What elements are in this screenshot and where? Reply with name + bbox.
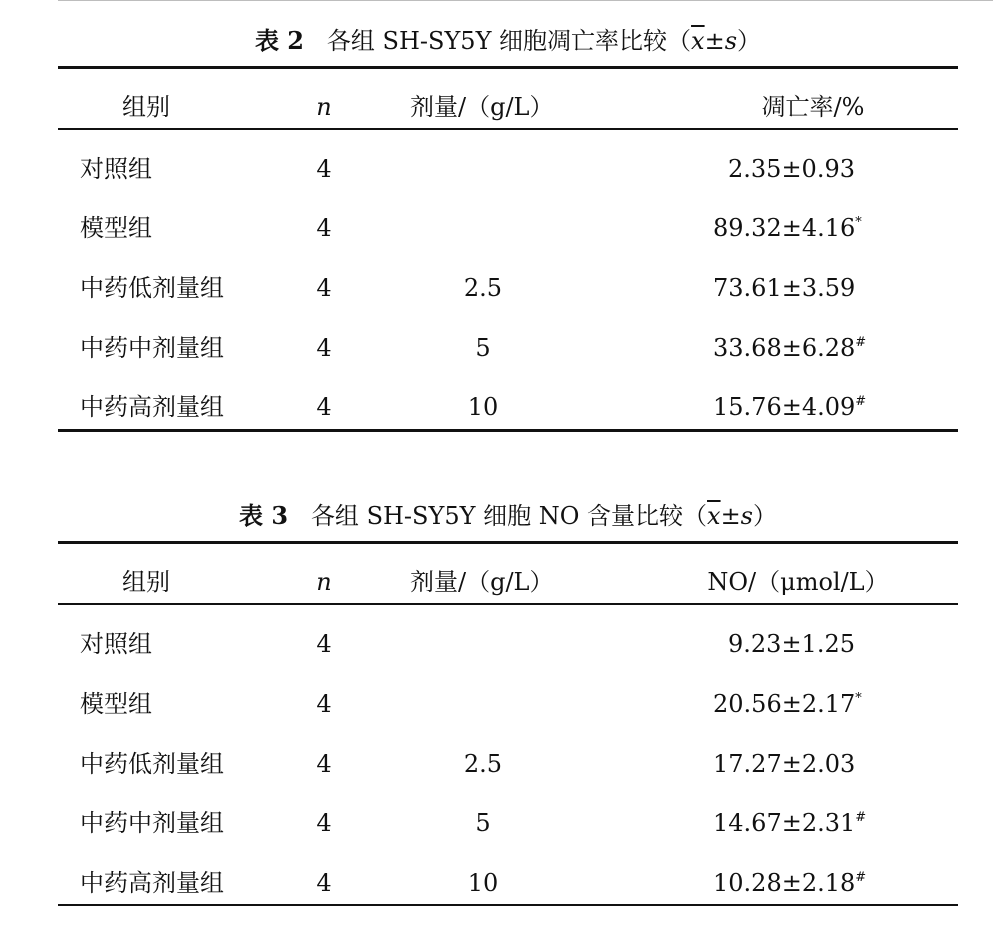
row-value <box>728 149 855 189</box>
caption-mean-symbol: $\overline{x}$ <box>707 502 721 530</box>
row-group: 中药中剂量组 <box>80 809 224 837</box>
value-text: 17.27±2.03 <box>713 750 856 778</box>
value-text: 10.28±2.18 <box>713 869 856 897</box>
header-n: n <box>316 93 332 121</box>
table-row <box>58 268 958 308</box>
significance-mark: # <box>855 810 867 825</box>
row-dose: 2.5 <box>463 274 503 302</box>
row-group: 中药低剂量组 <box>80 750 224 778</box>
value-text: 15.76±4.09 <box>713 393 856 421</box>
bottom-rule <box>58 429 958 432</box>
row-value <box>713 684 862 724</box>
caption-number: 表 3 <box>238 501 289 530</box>
caption-mean-symbol: $\overline{x}$ <box>691 27 705 55</box>
caption-close: ） <box>737 27 762 55</box>
row-n: 4 <box>316 630 332 658</box>
table-row <box>58 328 958 368</box>
row-n: 4 <box>316 750 332 778</box>
table-row <box>58 149 958 189</box>
caption-close: ） <box>753 502 777 530</box>
row-group: 对照组 <box>80 155 152 183</box>
row-n: 4 <box>316 690 332 718</box>
top-rule <box>58 541 958 544</box>
caption-sd-symbol: s <box>724 27 738 55</box>
caption-sd-symbol: s <box>740 502 753 530</box>
caption-pm-symbol: ± <box>720 502 741 530</box>
row-n: 4 <box>316 274 332 302</box>
value-text: 9.23±1.25 <box>728 630 855 658</box>
header-value: NO/（μmol/L） <box>707 568 889 596</box>
top-rule <box>58 66 958 69</box>
table-row <box>58 208 958 248</box>
value-text: 73.61±3.59 <box>713 274 856 302</box>
value-text: 89.32±4.16 <box>713 214 856 242</box>
row-group: 中药高剂量组 <box>80 869 224 897</box>
row-dose: 10 <box>467 869 499 897</box>
table-caption <box>58 26 958 56</box>
header-row <box>58 562 958 602</box>
header-group: 组别 <box>122 568 170 596</box>
row-n: 4 <box>316 155 332 183</box>
significance-mark: # <box>855 870 867 885</box>
row-group: 中药高剂量组 <box>80 393 224 421</box>
table-caption <box>58 501 958 531</box>
row-group: 模型组 <box>80 214 152 242</box>
table-row <box>58 744 958 784</box>
header-rule <box>58 128 958 130</box>
row-n: 4 <box>316 393 332 421</box>
row-group: 中药中剂量组 <box>80 334 224 362</box>
row-dose: 10 <box>467 393 499 421</box>
row-group: 对照组 <box>80 630 152 658</box>
caption-title: 各组 SH-SY5Y 细胞 NO 含量比较（ <box>310 502 708 530</box>
row-dose: 5 <box>475 809 491 837</box>
value-text: 14.67±2.31 <box>713 809 856 837</box>
row-value <box>713 387 866 427</box>
table-row <box>58 803 958 843</box>
row-n: 4 <box>316 869 332 897</box>
caption-pm-symbol: ± <box>704 27 725 55</box>
row-n: 4 <box>316 334 332 362</box>
header-group: 组别 <box>122 93 170 121</box>
value-text: 33.68±6.28 <box>713 334 856 362</box>
row-value <box>728 624 855 664</box>
significance-mark: # <box>855 394 867 409</box>
row-value <box>713 328 866 368</box>
row-group: 中药低剂量组 <box>80 274 224 302</box>
significance-mark: # <box>855 335 867 350</box>
row-dose: 2.5 <box>463 750 503 778</box>
header-dose: 剂量/（g/L） <box>410 568 554 596</box>
table-row <box>58 863 958 903</box>
header-n: n <box>316 568 332 596</box>
row-value <box>713 744 855 784</box>
row-value <box>713 268 855 308</box>
row-group: 模型组 <box>80 690 152 718</box>
row-value <box>713 208 862 248</box>
caption-number: 表 2 <box>254 26 305 55</box>
caption-title: 各组 SH-SY5Y 细胞凋亡率比较（ <box>326 27 692 55</box>
page-top-rule <box>58 0 993 1</box>
header-dose: 剂量/（g/L） <box>410 93 554 121</box>
bottom-rule <box>58 904 958 906</box>
row-value <box>713 803 866 843</box>
significance-mark: * <box>855 215 862 230</box>
row-n: 4 <box>316 809 332 837</box>
table-row <box>58 684 958 724</box>
value-text: 20.56±2.17 <box>713 690 856 718</box>
header-value: 凋亡率/% <box>761 93 865 121</box>
row-value <box>713 863 866 903</box>
table-row <box>58 387 958 427</box>
table-row <box>58 624 958 664</box>
significance-mark: * <box>855 691 862 706</box>
row-n: 4 <box>316 214 332 242</box>
value-text: 2.35±0.93 <box>728 155 855 183</box>
row-dose: 5 <box>475 334 491 362</box>
header-rule <box>58 603 958 605</box>
header-row <box>58 87 958 127</box>
